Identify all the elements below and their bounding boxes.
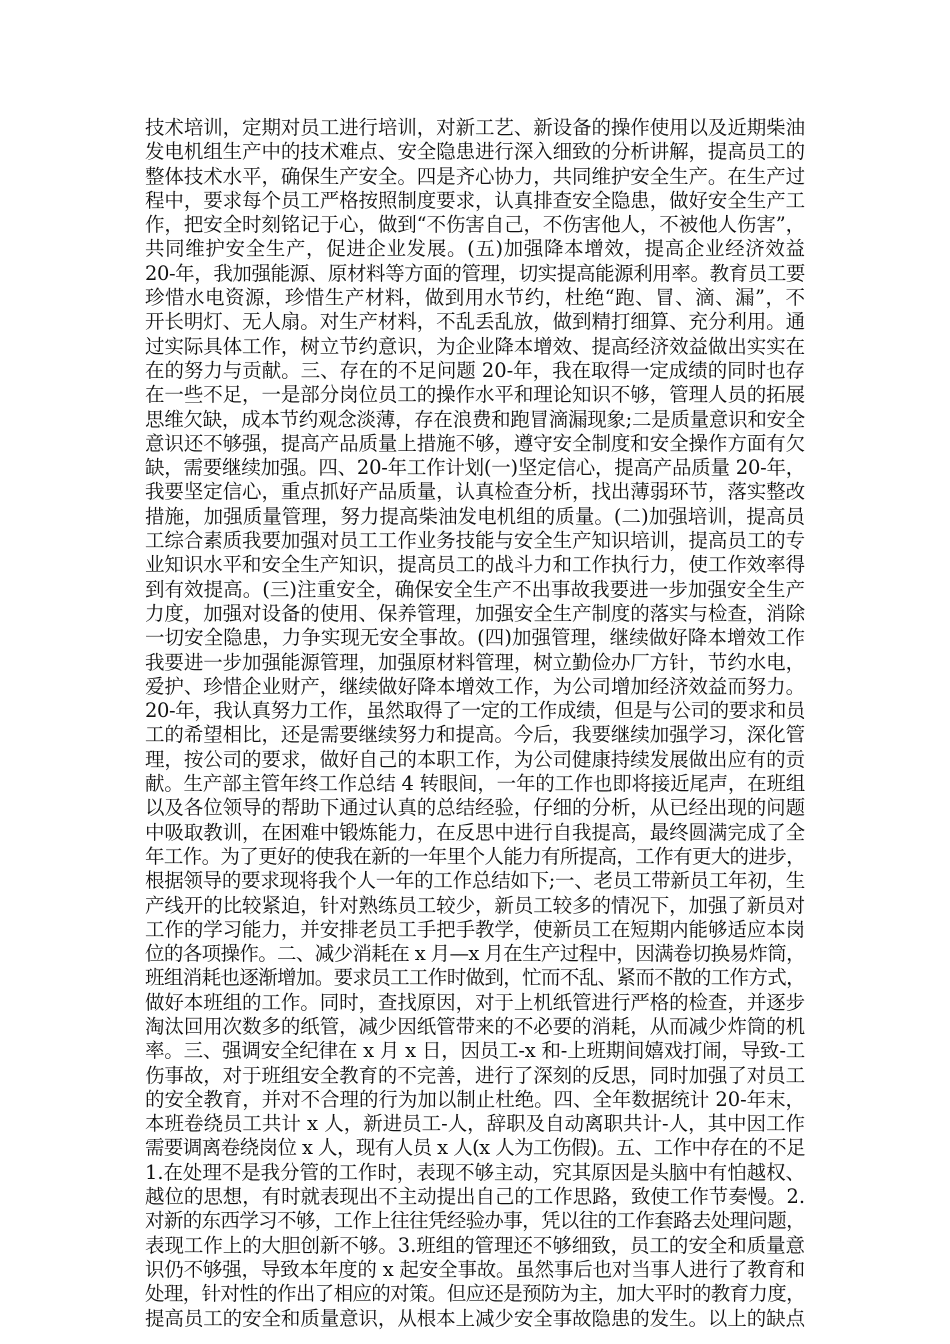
text-line: 年工作。为了更好的使我在新的一年里个人能力有所提高，工作有更大的进步， <box>145 844 805 868</box>
text-line: 在的努力与贡献。三、存在的不足问题 20-年，我在取得一定成绩的同时也存 <box>145 358 805 382</box>
text-line: 对新的东西学习不够，工作上往往凭经验办事，凭以往的工作套路去处理问题， <box>145 1209 805 1233</box>
text-line: 思维欠缺，成本节约观念淡薄，存在浪费和跑冒滴漏现象;二是质量意识和安全 <box>145 407 805 431</box>
text-line: 提高员工的安全和质量意识，从根本上减少安全事故隐患的发生。以上的缺点 <box>145 1306 805 1330</box>
text-line: 一切安全隐患，力争实现无安全事故。(四)加强管理，继续做好降本增效工作 <box>145 626 805 650</box>
text-line: 中吸取教训，在困难中锻炼能力，在反思中进行自我提高，最终圆满完成了全 <box>145 820 805 844</box>
text-line: 伤事故，对于班组安全教育的不完善，进行了深刻的反思，同时加强了对员工 <box>145 1063 805 1087</box>
text-line: 我要进一步加强能源管理，加强原材料管理，树立勤俭办厂方针，节约水电， <box>145 650 805 674</box>
text-line: 爱护、珍惜企业财产，继续做好降本增效工作，为公司增加经济效益而努力。 <box>145 674 805 698</box>
text-line: 缺，需要继续加强。四、20-年工作计划(一)坚定信心，提高产品质量 20-年， <box>145 456 805 480</box>
text-line: 本班卷绕员工共计 x 人，新进员工-人，辞职及自动离职共计-人，其中因工作 <box>145 1112 805 1136</box>
text-line: 献。生产部主管年终工作总结 4 转眼间，一年的工作也即将接近尾声，在班组 <box>145 772 805 796</box>
text-line: 做好本班组的工作。同时，查找原因，对于上机纸管进行严格的检查，并逐步 <box>145 990 805 1014</box>
text-line: 需要调离卷绕岗位 x 人，现有人员 x 人(x 人为工伤假)。五、工作中存在的不足 <box>145 1136 805 1160</box>
text-line: 识仍不够强，导致本年度的 x 起安全事故。虽然事后也对当事人进行了教育和 <box>145 1257 805 1281</box>
text-line: 位的各项操作。二、减少消耗在 x 月—x 月在生产过程中，因满卷切换易炸筒， <box>145 942 805 966</box>
text-line: 处理，针对性的作出了相应的对策。但应还是预防为主，加大平时的教育力度， <box>145 1282 805 1306</box>
text-line: 越位的思想，有时就表现出不主动提出自己的工作思路，致使工作节奏慢。2. <box>145 1185 805 1209</box>
text-line: 意识还不够强，提高产品质量上措施不够，遵守安全制度和安全操作方面有欠 <box>145 431 805 455</box>
text-line: 以及各位领导的帮助下通过认真的总结经验，仔细的分析，从已经出现的问题 <box>145 796 805 820</box>
text-line: 技术培训，定期对员工进行培训，对新工艺、新设备的操作使用以及近期柴油 <box>145 116 805 139</box>
text-line: 班组消耗也逐渐增加。要求员工工作时做到，忙而不乱、紧而不散的工作方式， <box>145 966 805 990</box>
text-line: 程中，要求每个员工严格按照制度要求，认真排查安全隐患，做好安全生产工 <box>145 188 805 212</box>
text-line: 业知识水平和安全生产知识，提高员工的战斗力和工作执行力，使工作效率得 <box>145 553 805 577</box>
text-line: 工综合素质我要加强对员工工作业务技能与安全生产知识培训，提高员工的专 <box>145 529 805 553</box>
text-line: 的安全教育，并对不合理的行为加以制止杜绝。四、全年数据统计 20-年末， <box>145 1087 805 1111</box>
text-line: 表现工作上的大胆创新不够。3.班组的管理还不够细致，员工的安全和质量意 <box>145 1233 805 1257</box>
text-line: 开长明灯、无人扇。对生产材料，不乱丢乱放，做到精打细算、充分利用。通 <box>145 310 805 334</box>
text-line: 过实际具体工作，树立节约意识，为企业降本增效、提高经济效益做出实实在 <box>145 334 805 358</box>
text-line: 力度，加强对设备的使用、保养管理，加强安全生产制度的落实与检查，消除 <box>145 601 805 625</box>
text-line: 20-年，我加强能源、原材料等方面的管理，切实提高能源利用率。教育员工要 <box>145 261 805 285</box>
text-line: 淘汰回用次数多的纸管，减少因纸管带来的不必要的消耗，从而减少炸筒的机 <box>145 1014 805 1038</box>
body-text <box>145 116 805 1331</box>
text-line: 共同维护安全生产，促进企业发展。(五)加强降本增效，提高企业经济效益 <box>145 237 805 261</box>
text-line: 措施，加强质量管理，努力提高柴油发电机组的质量。(二)加强培训，提高员 <box>145 504 805 528</box>
text-line: 理，按公司的要求，做好自己的本职工作，为公司健康持续发展做出应有的贡 <box>145 747 805 771</box>
text-line: 珍惜水电资源，珍惜生产材料，做到用水节约，杜绝“跑、冒、滴、漏”，不 <box>145 286 805 310</box>
text-line: 到有效提高。(三)注重安全，确保安全生产不出事故我要进一步加强安全生产 <box>145 577 805 601</box>
text-line: 20-年，我认真努力工作，虽然取得了一定的工作成绩，但是与公司的要求和员 <box>145 699 805 723</box>
text-line: 我要坚定信心，重点抓好产品质量，认真检查分析，找出薄弱环节，落实整改 <box>145 480 805 504</box>
text-line: 根据领导的要求现将我个人一年的工作总结如下;一、老员工带新员工年初，生 <box>145 869 805 893</box>
text-line: 作，把安全时刻铭记于心，做到“不伤害自己，不伤害他人，不被他人伤害”， <box>145 213 805 237</box>
text-line: 在一些不足，一是部分岗位员工的操作水平和理论知识不够，管理人员的拓展 <box>145 383 805 407</box>
text-line: 整体技术水平，确保生产安全。四是齐心协力，共同维护安全生产。在生产过 <box>145 164 805 188</box>
text-line: 1.在处理不是我分管的工作时，表现不够主动，究其原因是头脑中有怕越权、 <box>145 1160 805 1184</box>
text-line: 工作的学习能力，并安排老员工手把手教学，使新员工在短期内能够适应本岗 <box>145 917 805 941</box>
text-line: 工的希望相比，还是需要继续努力和提高。今后，我要继续加强学习，深化管 <box>145 723 805 747</box>
text-line: 产线开的比较紧迫，针对熟练员工较少，新员工较多的情况下，加强了新员对 <box>145 893 805 917</box>
text-line: 发电机组生产中的技术难点、安全隐患进行深入细致的分析讲解，提高员工的 <box>145 140 805 164</box>
text-line: 率。三、强调安全纪律在 x 月 x 日，因员工-x 和-上班期间嬉戏打闹，导致-工 <box>145 1039 805 1063</box>
